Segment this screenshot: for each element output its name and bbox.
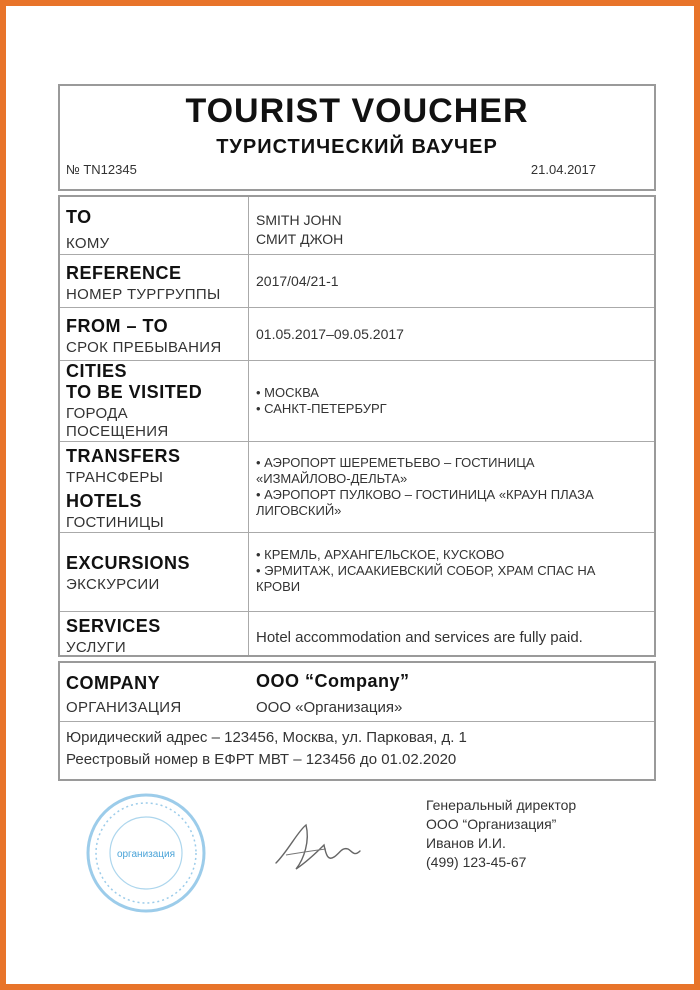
cities-label-ru-2: ПОСЕЩЕНИЯ [66, 423, 169, 440]
excursions-label-ru: ЭКСКУРСИИ [66, 576, 160, 593]
stamp-text: организация [116, 849, 176, 860]
company-name: ООО “Company” [256, 671, 410, 691]
transfer-line: • АЭРОПОРТ ШЕРЕМЕТЬЕВО – ГОСТИНИЦА [256, 455, 535, 470]
director-block [426, 796, 576, 872]
company-label-ru: ОРГАНИЗАЦИЯ [66, 699, 182, 716]
excursion-line: КРОВИ [256, 579, 301, 594]
row-period [60, 308, 654, 361]
row-transfers-hotels [60, 442, 654, 533]
period-label-en: FROM – TO [66, 316, 169, 336]
stamp [84, 791, 208, 915]
director-title: Генеральный директор [426, 797, 577, 813]
transfer-line: ЛИГОВСКИЙ» [256, 503, 342, 518]
row-reference [60, 255, 654, 308]
row-services [60, 612, 654, 657]
title-en: TOURIST VOUCHER [185, 92, 529, 130]
reference-label-ru: НОМЕР ТУРГРУППЫ [66, 286, 221, 303]
voucher-number: № TN12345 [66, 162, 137, 177]
transfers-label-en: TRANSFERS [66, 446, 181, 466]
company-label-en: COMPANY [66, 673, 161, 693]
reference-label-en: REFERENCE [66, 263, 182, 283]
company-divider [60, 721, 654, 722]
cities-label-ru-1: ГОРОДА [66, 405, 128, 422]
registry-number: Реестровый номер в ЕФРТ МВТ – 123456 до 01.02.2020 [66, 751, 457, 768]
hotels-label-ru: ГОСТИНИЦЫ [66, 514, 164, 531]
company-block [58, 661, 656, 781]
company-name-ru: ООО «Организация» [256, 699, 403, 716]
signature-graphic [268, 811, 368, 881]
title-ru: ТУРИСТИЧЕСКИЙ ВАУЧЕР [216, 136, 498, 158]
city-item: • САНКТ-ПЕТЕРБУРГ [256, 401, 387, 416]
excursions-label-en: EXCURSIONS [66, 553, 191, 573]
transfer-line: «ИЗМАЙЛОВО-ДЕЛЬТА» [256, 471, 408, 486]
services-label-en: SERVICES [66, 616, 161, 636]
director-phone: (499) 123-45-67 [426, 854, 527, 870]
signature [268, 811, 368, 881]
cities-label-en-1: CITIES [66, 361, 128, 381]
excursion-line: • ЭРМИТАЖ, ИСААКИЕВСКИЙ СОБОР, ХРАМ СПАС НА [256, 563, 596, 578]
excursion-line: • КРЕМЛЬ, АРХАНГЕЛЬСКОЕ, КУСКОВО [256, 547, 505, 562]
row-excursions [60, 533, 654, 612]
services-value: Hotel accommodation and services are fully paid. [256, 629, 583, 646]
director-org: ООО “Организация” [426, 816, 557, 832]
period-value: 01.05.2017–09.05.2017 [256, 326, 404, 342]
city-item: • МОСКВА [256, 385, 319, 400]
to-value-1: SMITH JOHN [256, 212, 342, 228]
services-label-ru: УСЛУГИ [66, 639, 126, 656]
cities-label-en-2: TO BE VISITED [66, 382, 203, 402]
director-name: Иванов И.И. [426, 835, 506, 851]
voucher-header [58, 84, 656, 191]
row-to [60, 197, 654, 255]
to-label-en: TO [66, 207, 92, 227]
legal-address: Юридический адрес – 123456, Москва, ул. Парковая, д. 1 [66, 729, 467, 746]
to-label-ru: КОМУ [66, 235, 110, 252]
transfer-line: • АЭРОПОРТ ПУЛКОВО – ГОСТИНИЦА «КРАУН ПЛАЗА [256, 487, 594, 502]
voucher-date: 21.04.2017 [530, 162, 596, 177]
reference-value: 2017/04/21-1 [256, 273, 339, 289]
hotels-label-en: HOTELS [66, 491, 143, 511]
period-label-ru: СРОК ПРЕБЫВАНИЯ [66, 339, 222, 356]
stamp-graphic [84, 791, 208, 915]
row-cities [60, 361, 654, 442]
transfers-label-ru: ТРАНСФЕРЫ [66, 469, 164, 486]
details-table [58, 195, 656, 657]
to-value-2: СМИТ ДЖОН [256, 231, 344, 247]
